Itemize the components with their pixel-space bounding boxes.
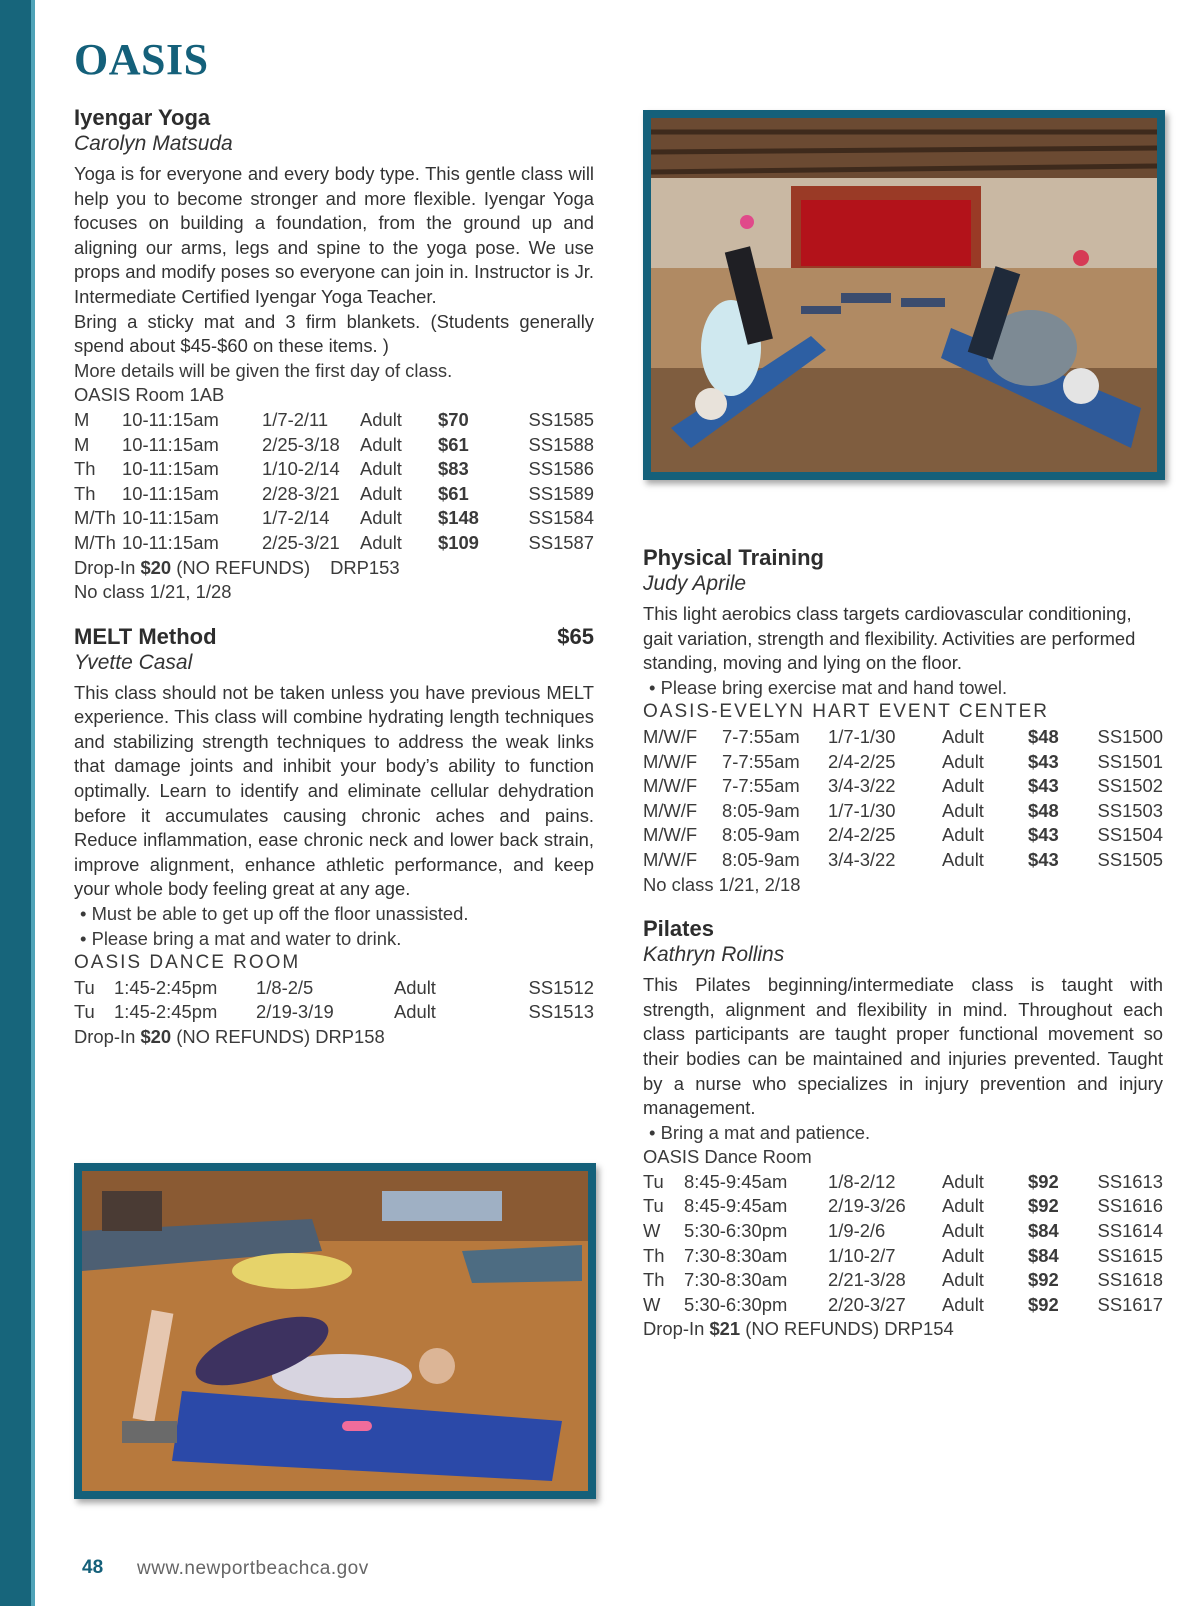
price: $92 bbox=[1028, 1293, 1059, 1315]
price: $48 bbox=[1028, 799, 1059, 821]
day: Th bbox=[643, 1244, 665, 1266]
course-code: SS1617 bbox=[1097, 1293, 1163, 1315]
age-group: Adult bbox=[942, 1269, 984, 1291]
price: $92 bbox=[1028, 1269, 1059, 1291]
course-code: SS1616 bbox=[1097, 1195, 1163, 1217]
course-code: SS1502 bbox=[1097, 775, 1163, 797]
day: M/W/F bbox=[643, 775, 698, 797]
dates: 1/8-2/5 bbox=[256, 976, 314, 998]
day: M/W/F bbox=[643, 725, 698, 747]
dropin-refund-note: (NO REFUNDS) bbox=[740, 1318, 880, 1340]
schedule-table bbox=[643, 725, 1163, 873]
dates: 2/21-3/28 bbox=[828, 1269, 906, 1291]
class-location: OASIS Dance Room bbox=[643, 1146, 812, 1168]
time: 1:45-2:45pm bbox=[114, 1001, 218, 1023]
side-color-band bbox=[0, 0, 31, 1606]
course-code: SS1500 bbox=[1097, 725, 1163, 747]
schedule-row bbox=[643, 750, 1163, 775]
day: Tu bbox=[74, 976, 95, 998]
day: M bbox=[74, 408, 90, 430]
class-pilates bbox=[643, 915, 1163, 1342]
schedule-row bbox=[74, 408, 594, 433]
day: M/W/F bbox=[643, 750, 698, 772]
photo-event-center-class bbox=[643, 110, 1165, 480]
class-name: MELT Method bbox=[74, 623, 217, 649]
time: 8:45-9:45am bbox=[684, 1170, 788, 1192]
price: $61 bbox=[438, 482, 469, 504]
price: $43 bbox=[1028, 775, 1059, 797]
class-title bbox=[74, 623, 594, 650]
age-group: Adult bbox=[942, 1293, 984, 1315]
schedule-row bbox=[74, 976, 594, 1001]
age-group: Adult bbox=[360, 458, 402, 480]
time: 5:30-6:30pm bbox=[684, 1220, 788, 1242]
class-note: More details will be given the first day of class. bbox=[74, 359, 453, 381]
dropin-price: $20 bbox=[140, 1026, 172, 1047]
age-group: Adult bbox=[942, 848, 984, 870]
price: $48 bbox=[1028, 725, 1059, 747]
day: W bbox=[643, 1293, 661, 1315]
price: $43 bbox=[1028, 824, 1059, 846]
dates: 1/7-1/30 bbox=[828, 725, 896, 747]
schedule-row bbox=[74, 433, 594, 458]
day: M/W/F bbox=[643, 799, 698, 821]
dates: 3/4-3/22 bbox=[828, 848, 896, 870]
class-title bbox=[74, 104, 594, 131]
time: 8:05-9am bbox=[722, 824, 800, 846]
price bbox=[474, 1000, 524, 1025]
day: Th bbox=[74, 458, 96, 480]
dates: 3/4-3/22 bbox=[828, 775, 896, 797]
price: $148 bbox=[438, 507, 479, 529]
day: M/Th bbox=[74, 531, 116, 553]
day: Tu bbox=[74, 1001, 95, 1023]
instructor-name: Kathryn Rollins bbox=[643, 943, 785, 967]
class-price: $65 bbox=[557, 623, 594, 649]
age-group: Adult bbox=[942, 750, 984, 772]
schedule-row bbox=[643, 1293, 1163, 1318]
instructor-name: Carolyn Matsuda bbox=[74, 132, 233, 155]
time: 10-11:15am bbox=[122, 531, 219, 553]
dropin-label: Drop-In bbox=[643, 1318, 710, 1340]
course-code: SS1587 bbox=[528, 531, 594, 553]
price: $84 bbox=[1028, 1220, 1059, 1242]
course-code: SS1503 bbox=[1097, 799, 1163, 821]
schedule-row bbox=[643, 848, 1163, 873]
dates: 1/8-2/12 bbox=[828, 1170, 896, 1192]
age-group: Adult bbox=[942, 775, 984, 797]
dates: 1/9-2/6 bbox=[828, 1220, 886, 1242]
schedule-row bbox=[643, 1194, 1163, 1219]
time: 10-11:15am bbox=[122, 458, 219, 480]
page-title: OASIS bbox=[74, 35, 209, 84]
schedule-row bbox=[643, 1170, 1163, 1195]
course-code: SS1505 bbox=[1097, 848, 1163, 870]
time: 10-11:15am bbox=[122, 507, 219, 529]
right-column bbox=[643, 544, 1163, 1360]
dates: 2/19-3/19 bbox=[256, 1001, 334, 1023]
time: 8:45-9:45am bbox=[684, 1195, 788, 1217]
time: 10-11:15am bbox=[122, 482, 219, 504]
dates: 2/20-3/27 bbox=[828, 1293, 906, 1315]
course-code: SS1504 bbox=[1097, 824, 1163, 846]
time: 5:30-6:30pm bbox=[684, 1293, 788, 1315]
schedule-row bbox=[643, 1268, 1163, 1293]
day: M/W/F bbox=[643, 824, 698, 846]
no-class-dates: No class 1/21, 2/18 bbox=[643, 873, 801, 895]
class-name: Physical Training bbox=[643, 545, 824, 570]
price: $43 bbox=[1028, 750, 1059, 772]
day: M/W/F bbox=[643, 848, 698, 870]
dates: 2/4-2/25 bbox=[828, 824, 896, 846]
dropin-line bbox=[74, 1025, 594, 1050]
age-group: Adult bbox=[394, 1001, 436, 1023]
price: $109 bbox=[438, 531, 479, 553]
dates: 2/28-3/21 bbox=[262, 482, 340, 504]
schedule-row bbox=[643, 1219, 1163, 1244]
left-column bbox=[74, 104, 594, 1068]
time: 8:05-9am bbox=[722, 848, 800, 870]
age-group: Adult bbox=[360, 531, 402, 553]
photo-floor-exercise-image bbox=[82, 1171, 588, 1491]
course-code: SS1512 bbox=[528, 976, 594, 998]
age-group: Adult bbox=[942, 824, 984, 846]
class-description: This Pilates beginning/intermediate class is taught with strength, alignment and flexibility in mind. Throughout each class participants are taught proper functional movement so their bodies can be maintained and injuries prevented. Taught by a nurse who specializes in injury prevention and injury management. bbox=[643, 974, 1163, 1119]
dates: 1/7-1/30 bbox=[828, 799, 896, 821]
age-group: Adult bbox=[942, 799, 984, 821]
class-description: This light aerobics class targets cardiovascular conditioning, gait variation, strength and flexibility. Activities are performed standing, moving and lying on the floor. bbox=[643, 603, 1136, 674]
class-location: OASIS Room 1AB bbox=[74, 384, 225, 406]
day: M bbox=[74, 433, 90, 455]
schedule-row bbox=[643, 774, 1163, 799]
age-group: Adult bbox=[942, 1170, 984, 1192]
dates: 2/19-3/26 bbox=[828, 1195, 906, 1217]
dropin-code: DRP153 bbox=[330, 556, 400, 578]
class-iyengar-yoga bbox=[74, 104, 594, 605]
time: 7-7:55am bbox=[722, 775, 800, 797]
class-title bbox=[643, 915, 1163, 942]
course-code: SS1513 bbox=[528, 1001, 594, 1023]
photo-floor-exercise bbox=[74, 1163, 596, 1499]
class-physical-training bbox=[643, 544, 1163, 897]
course-code: SS1618 bbox=[1097, 1269, 1163, 1291]
dropin-line bbox=[643, 1317, 1163, 1342]
dropin-label: Drop-In bbox=[74, 1026, 141, 1047]
class-location: OASIS DANCE ROOM bbox=[74, 952, 301, 974]
dropin-code: DRP154 bbox=[879, 1318, 954, 1340]
bullet-item: • Please bring a mat and water to drink. bbox=[74, 927, 594, 952]
footer-url[interactable]: www.newportbeachca.gov bbox=[137, 1558, 369, 1579]
schedule-table bbox=[74, 408, 594, 556]
age-group: Adult bbox=[394, 976, 436, 998]
age-group: Adult bbox=[360, 408, 402, 430]
price bbox=[474, 976, 524, 1001]
course-code: SS1588 bbox=[528, 433, 594, 455]
class-title bbox=[643, 544, 1163, 571]
no-class-dates: No class 1/21, 1/28 bbox=[74, 581, 232, 603]
class-location: OASIS-EVELYN HART EVENT CENTER bbox=[643, 701, 1049, 723]
day: W bbox=[643, 1220, 661, 1242]
class-description: This class should not be taken unless you have previous MELT experience. This class will combine hydrating length techniques and stabilizing strength techniques to address the weak links that damage joints and inhibit your body’s ability to function optimally. Learn to identify and eliminate cellular dehydration before it accumulates causing chronic aches and pains. Reduce inflammation, ease chronic neck and lower back strain, improve alignment, enhance athletic performance, and keep your whole body feeling great at any age. bbox=[74, 681, 594, 900]
dropin-price: $21 bbox=[709, 1318, 741, 1340]
schedule-row bbox=[74, 1000, 594, 1025]
course-code: SS1586 bbox=[528, 458, 594, 480]
day: Th bbox=[643, 1269, 665, 1291]
schedule-row bbox=[643, 823, 1163, 848]
dropin-refund-note: (NO REFUNDS) bbox=[171, 1026, 311, 1047]
price: $43 bbox=[1028, 848, 1059, 870]
day: Tu bbox=[643, 1195, 664, 1217]
price: $92 bbox=[1028, 1170, 1059, 1192]
time: 10-11:15am bbox=[122, 408, 219, 430]
price: $61 bbox=[438, 433, 469, 455]
schedule-row bbox=[74, 482, 594, 507]
price: $70 bbox=[438, 408, 469, 430]
class-description: Yoga is for everyone and every body type. This gentle class will help you to become stronger and more flexible. Iyengar Yoga focuses on building a foundation, from the ground up and aligning our arms, legs and spine to the yoga pose. We use props and modify poses so everyone can join in. Instructor is Jr. Intermediate Certified Iyengar Yoga Teacher. bbox=[74, 163, 594, 307]
dates: 1/10-2/14 bbox=[262, 458, 340, 480]
dropin-label: Drop-In bbox=[74, 556, 141, 578]
instructor-name: Yvette Casal bbox=[74, 650, 193, 674]
age-group: Adult bbox=[942, 1195, 984, 1217]
schedule-table bbox=[643, 1170, 1163, 1318]
dropin-price: $20 bbox=[140, 556, 172, 578]
dates: 2/25-3/21 bbox=[262, 531, 340, 553]
schedule-row bbox=[74, 457, 594, 482]
class-note: Bring a sticky mat and 3 firm blankets. (Students generally spend about $45-$60 on these items. ) bbox=[74, 310, 594, 357]
schedule-row bbox=[643, 725, 1163, 750]
bullet-item: • Bring a mat and patience. bbox=[643, 1121, 1163, 1146]
schedule-row bbox=[643, 1244, 1163, 1269]
dates: 1/7-2/11 bbox=[262, 408, 329, 430]
age-group: Adult bbox=[942, 1244, 984, 1266]
dates: 2/25-3/18 bbox=[262, 433, 340, 455]
bullet-item: • Must be able to get up off the floor unassisted. bbox=[74, 902, 594, 927]
course-code: SS1585 bbox=[528, 408, 594, 430]
day: M/Th bbox=[74, 507, 116, 529]
time: 7:30-8:30am bbox=[684, 1244, 788, 1266]
age-group: Adult bbox=[360, 482, 402, 504]
dropin-code: DRP158 bbox=[315, 1026, 385, 1047]
schedule-row bbox=[74, 531, 594, 556]
price: $92 bbox=[1028, 1195, 1059, 1217]
time: 10-11:15am bbox=[122, 433, 219, 455]
class-name: Pilates bbox=[643, 916, 714, 942]
dates: 2/4-2/25 bbox=[828, 750, 896, 772]
price: $83 bbox=[438, 458, 469, 480]
time: 7-7:55am bbox=[722, 725, 800, 747]
age-group: Adult bbox=[360, 433, 402, 455]
dropin-refund-note: (NO REFUNDS) bbox=[171, 556, 311, 578]
time: 1:45-2:45pm bbox=[114, 976, 218, 998]
class-melt-method bbox=[74, 623, 594, 1050]
page-number: 48 bbox=[82, 1557, 104, 1578]
dropin-line bbox=[74, 556, 594, 581]
age-group: Adult bbox=[360, 507, 402, 529]
time: 8:05-9am bbox=[722, 799, 800, 821]
time: 7:30-8:30am bbox=[684, 1269, 788, 1291]
schedule-row bbox=[74, 506, 594, 531]
course-code: SS1613 bbox=[1097, 1170, 1163, 1192]
age-group: Adult bbox=[942, 725, 984, 747]
class-name: Iyengar Yoga bbox=[74, 105, 211, 130]
course-code: SS1614 bbox=[1097, 1220, 1163, 1242]
instructor-name: Judy Aprile bbox=[643, 572, 747, 595]
dates: 1/10-2/7 bbox=[828, 1244, 896, 1266]
course-code: SS1615 bbox=[1097, 1244, 1163, 1266]
time: 7-7:55am bbox=[722, 750, 800, 772]
age-group: Adult bbox=[942, 1220, 984, 1242]
dates: 1/7-2/14 bbox=[262, 507, 330, 529]
day: Th bbox=[74, 482, 96, 504]
day: Tu bbox=[643, 1170, 664, 1192]
schedule-row bbox=[643, 799, 1163, 824]
photo-event-center-class-image bbox=[651, 118, 1157, 472]
course-code: SS1584 bbox=[528, 507, 594, 529]
price: $84 bbox=[1028, 1244, 1059, 1266]
course-code: SS1501 bbox=[1097, 750, 1163, 772]
schedule-table bbox=[74, 976, 594, 1025]
course-code: SS1589 bbox=[528, 482, 594, 504]
bullet-item: • Please bring exercise mat and hand towel. bbox=[643, 676, 1163, 701]
